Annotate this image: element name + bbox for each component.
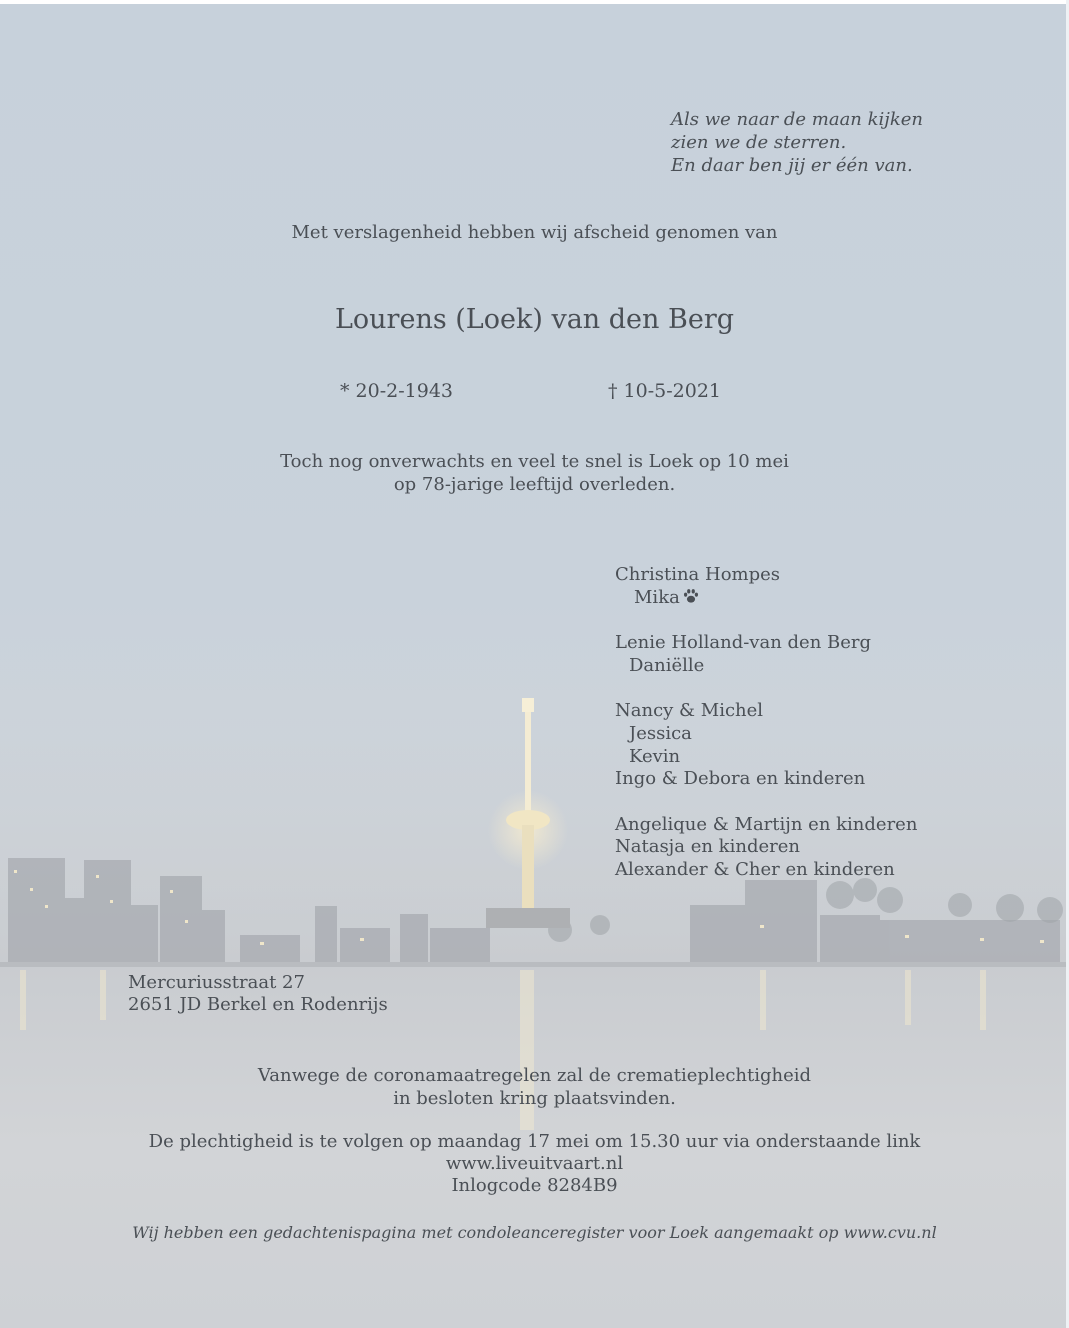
family-member: Alexander & Cher en kinderen [615,858,895,880]
death-date: † 10-5-2021 [608,380,721,402]
deceased-name: Lourens (Loek) van den Berg [334,304,735,335]
notice-line: op 78-jarige leeftijd overleden. [393,474,676,495]
page-top-border [0,0,1069,4]
memorial-page-note: Wij hebben een gedachtenispagina met condoleanceregister voor Loek aangemaakt op www.cvu.nl [132,1223,937,1242]
family-member-pet [615,587,917,610]
birth-date: * 20-2-1943 [340,380,453,402]
death-notice [0,450,1069,496]
family-list [615,564,917,882]
address [128,972,388,1016]
family-member: Daniëlle [629,654,705,676]
poem-line: Als we naar de maan kijken [671,109,924,130]
family-member: Nancy & Michel [615,700,764,722]
family-member: Jessica [629,722,692,744]
poem-line: zien we de sterren. [671,132,847,153]
address-street: Mercuriusstraat 27 [128,972,305,993]
paw-print-icon [682,587,700,605]
poem-line: En daar ben jij er één van. [671,155,913,176]
family-member: Kevin [629,745,681,767]
pet-name: Mika [634,586,680,608]
poem [671,108,923,177]
livestream-info [0,1131,1069,1197]
ceremony-line: Vanwege de coronamaatregelen zal de crematieplechtigheid [257,1065,812,1086]
family-member: Lenie Holland-van den Berg [615,632,872,654]
family-member: Natasja en kinderen [615,836,800,858]
notice-line: Toch nog onverwachts en veel te snel is Loek op 10 mei [280,451,789,472]
stream-url: www.liveuitvaart.nl [445,1153,624,1174]
stream-login-code: Inlogcode 8284B9 [451,1175,618,1196]
ceremony-line: in besloten kring plaatsvinden. [393,1088,676,1109]
family-member: Christina Hompes [615,564,781,585]
intro-text: Met verslagenheid hebben wij afscheid genomen van [291,222,778,243]
ceremony-notice [0,1064,1069,1110]
address-city: 2651 JD Berkel en Rodenrijs [128,994,388,1015]
stream-text: De plechtigheid is te volgen op maandag 17 mei om 15.30 uur via onderstaande link [148,1131,921,1152]
family-member: Ingo & Debora en kinderen [615,768,866,790]
family-member: Angelique & Martijn en kinderen [615,813,918,835]
